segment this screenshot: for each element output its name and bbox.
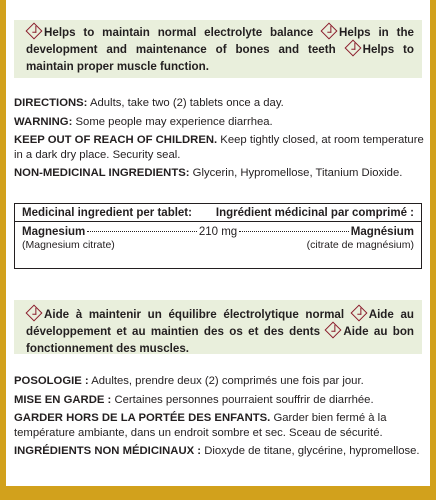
ingredients-non-medicinaux-label: INGRÉDIENTS NON MÉDICINAUX : (14, 445, 202, 457)
table-header (15, 204, 421, 222)
gold-border-bottom (0, 486, 436, 500)
ingredient-source-fr: (citrate de magnésium) (306, 239, 414, 251)
keep-out-line (14, 133, 424, 162)
claim-fr-3: Aide au bon fonctionnement des muscles. (26, 325, 414, 355)
dot-leader (239, 231, 349, 232)
dot-leader (87, 231, 197, 232)
check-diamond-icon (325, 322, 342, 339)
keep-out-text: Keep tightly closed, at room temperature in a dark dry place. Security seal. (14, 134, 424, 161)
posologie-text: Adultes, prendre deux (2) comprimés une fois par jour. (91, 375, 364, 387)
warning-line (14, 115, 424, 130)
garder-hors-line (14, 411, 424, 440)
claim-en-2: Helps in the development and maintenance of bones and teeth (26, 26, 414, 56)
warning-text: Some people may experience diarrhea. (75, 115, 273, 128)
table-header-en: Medicinal ingredient per tablet: (22, 207, 192, 219)
check-diamond-icon (321, 23, 338, 40)
table-header-fr: Ingrédient médicinal par comprimé : (215, 207, 414, 219)
warning-label: WARNING: (14, 115, 73, 128)
mise-en-garde-text: Certaines personnes pourraient souffrir de diarrhée. (114, 393, 374, 406)
garder-hors-label: GARDER HORS DE LA PORTÉE DES ENFANTS. (14, 412, 271, 424)
ingredient-name-en: Magnesium (22, 226, 86, 238)
nonmedicinal-line (14, 166, 424, 181)
garder-hors-text: Garder bien fermé à la température ambiante, dans un endroit sombre et sec. Sceau de sécurité. (14, 412, 387, 439)
check-diamond-icon (344, 40, 361, 57)
ingredients-non-medicinaux-line (14, 444, 424, 459)
check-diamond-icon (350, 305, 367, 322)
claim-en-3: Helps to maintain proper muscle function. (26, 43, 414, 73)
posologie-label: POSOLOGIE : (14, 375, 89, 387)
ingredient-source-en: (Magnesium citrate) (22, 239, 115, 251)
table-row (15, 222, 421, 238)
claims-box-en (14, 14, 422, 78)
nonmedicinal-text: Glycerin, Hypromellose, Titanium Dioxide. (192, 167, 403, 179)
check-diamond-icon (26, 23, 43, 40)
keep-out-label: KEEP OUT OF REACH OF CHILDREN. (14, 134, 218, 146)
directions-label: DIRECTIONS: (14, 97, 88, 109)
claims-box-fr (14, 294, 422, 354)
claim-en-1: Helps to maintain normal electrolyte balance (44, 26, 314, 39)
info-section-fr (14, 374, 424, 463)
gold-border-right (430, 0, 436, 500)
directions-line (14, 96, 424, 111)
gold-border-left (0, 0, 6, 500)
claim-fr-1: Aide à maintenir un équilibre électrolytique normal (44, 308, 345, 321)
table-source-row (15, 238, 421, 251)
nonmedicinal-label: NON-MEDICINAL INGREDIENTS: (14, 167, 190, 179)
posologie-line (14, 374, 424, 389)
check-diamond-icon (26, 305, 43, 322)
medicinal-ingredient-table (14, 203, 422, 269)
mise-en-garde-label: MISE EN GARDE : (14, 393, 112, 406)
ingredient-name-fr: Magnésium (350, 226, 415, 238)
directions-text: Adults, take two (2) tablets once a day. (89, 97, 284, 109)
claim-fr-2: Aide au développement et au maintien des os et des dents (26, 308, 414, 338)
mise-en-garde-line (14, 393, 424, 408)
ingredients-non-medicinaux-text: Dioxyde de titane, glycérine, hypromellose. (204, 445, 420, 457)
info-section-en (14, 96, 424, 185)
ingredient-amount: 210 mg (198, 226, 238, 238)
